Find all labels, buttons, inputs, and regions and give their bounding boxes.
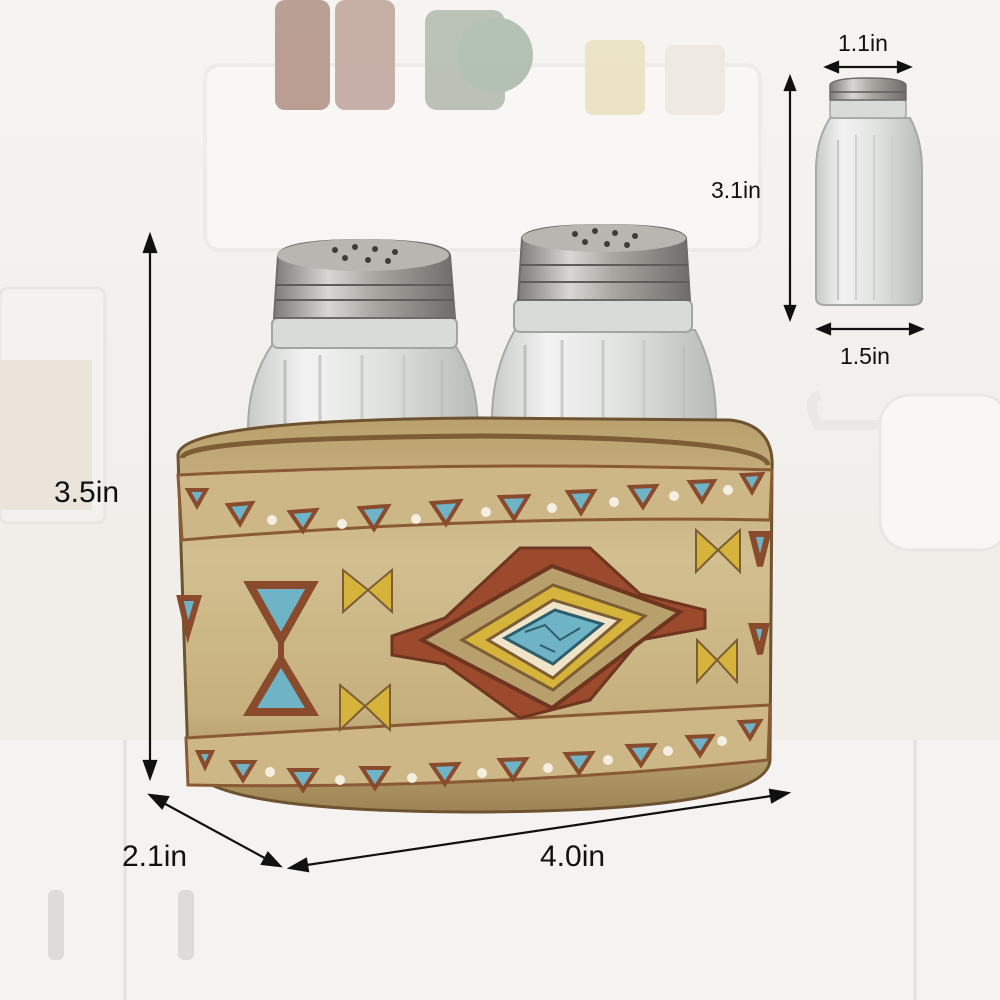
holder-depth-label: 2.1in: [122, 840, 188, 873]
shaker-base-width-label: 1.5in: [840, 343, 890, 369]
reference-shaker: [816, 78, 922, 305]
shaker-top-width-label: 1.1in: [838, 30, 888, 56]
holder-width-label: 4.0in: [540, 840, 606, 873]
cabinet-handle: [48, 890, 64, 960]
holder-height-label: 3.5in: [54, 476, 120, 509]
shaker-holder: [178, 418, 772, 812]
cabinet-handle: [178, 890, 194, 960]
shaker-height-label: 3.1in: [711, 177, 761, 203]
